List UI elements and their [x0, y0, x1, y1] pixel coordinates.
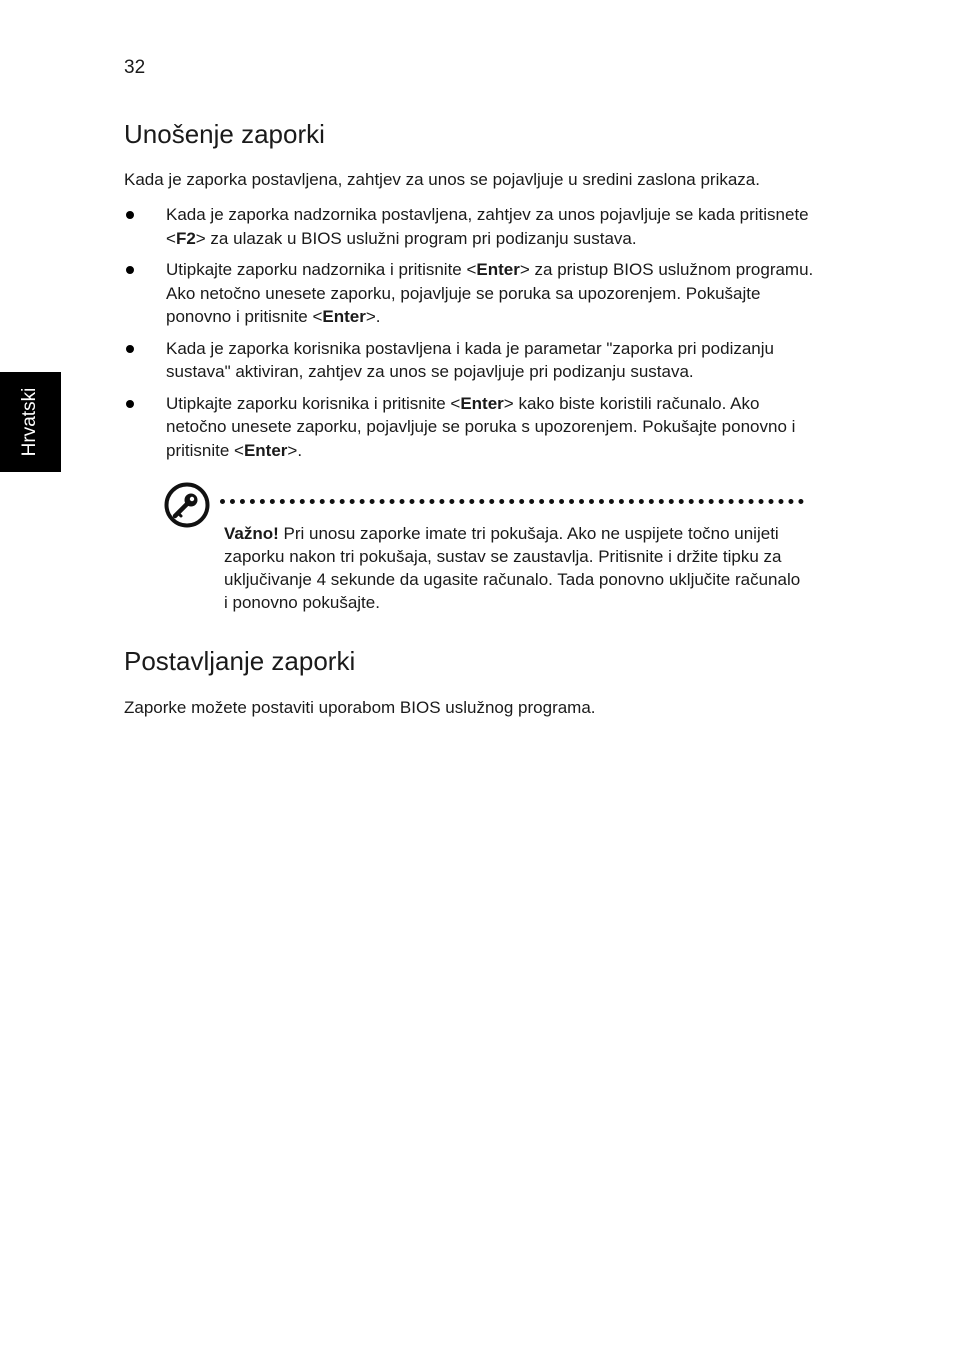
key-name: F2: [175, 228, 196, 248]
list-item: Utipkajte zaporku nadzornika i pritisnite <Enter> za pristup BIOS uslužnom programu. Ako netočno unesete zaporku, pojavljuje se poruka sa upozorenjem. Pokušajte ponovno i pritisnite <Enter>.: [124, 258, 814, 329]
section-title-entering-passwords: Unošenje zaporki: [124, 119, 325, 149]
bullet-icon: [126, 266, 134, 274]
language-tab-label: Hrvatski: [19, 387, 40, 457]
language-side-tab: [0, 372, 61, 472]
key-name: Enter: [243, 440, 288, 460]
key-icon: [164, 482, 210, 528]
page-number: 32: [124, 57, 146, 78]
list-item: Kada je zaporka nadzornika postavljena, zahtjev za unos pojavljuje se kada pritisnete <F2> za ulazak u BIOS uslužni program pri podizanju sustava.: [124, 203, 814, 250]
note-dotted-divider: [220, 499, 804, 504]
section-intro: Kada je zaporka postavljena, zahtjev za unos se pojavljuje u sredini zaslona prikaza.: [124, 170, 760, 189]
key-name: Enter: [460, 393, 504, 413]
bullet-icon: [126, 211, 134, 219]
key-name: Enter: [322, 307, 366, 326]
bullet-list: [124, 203, 814, 470]
note-text: Važno! Pri unosu zaporke imate tri pokušaja. Ako ne uspijete točno unijeti zaporku nakon tri pokušaja, sustav se zaustavlja. Pritisnite i držite tipku za uključivanje 4 sekunde da ugasite računalo. Tada ponovno uključite računalo i ponovno pokušajte.: [224, 524, 801, 612]
list-item: Kada je zaporka korisnika postavljena i kada je parametar "zaporka pri podizanju sustava" aktiviran, zahtjev za unos se pojavljuje pri podizanju sustava.: [124, 337, 814, 384]
bullet-icon: [126, 345, 134, 353]
section-intro: Zaporke možete postaviti uporabom BIOS uslužnog programa.: [124, 698, 596, 717]
list-item: Utipkajte zaporku korisnika i pritisnite <Enter> kako biste koristili računalo. Ako netočno unesete zaporku, pojavljuje se poruka s upozorenjem. Pokušajte ponovno i pritisnite <Enter>.: [124, 392, 814, 463]
important-note: [164, 482, 808, 622]
section-title-setting-passwords: Postavljanje zaporki: [124, 646, 356, 676]
note-label: Važno!: [224, 524, 279, 543]
key-name: Enter: [476, 260, 520, 279]
bullet-icon: [126, 400, 134, 408]
